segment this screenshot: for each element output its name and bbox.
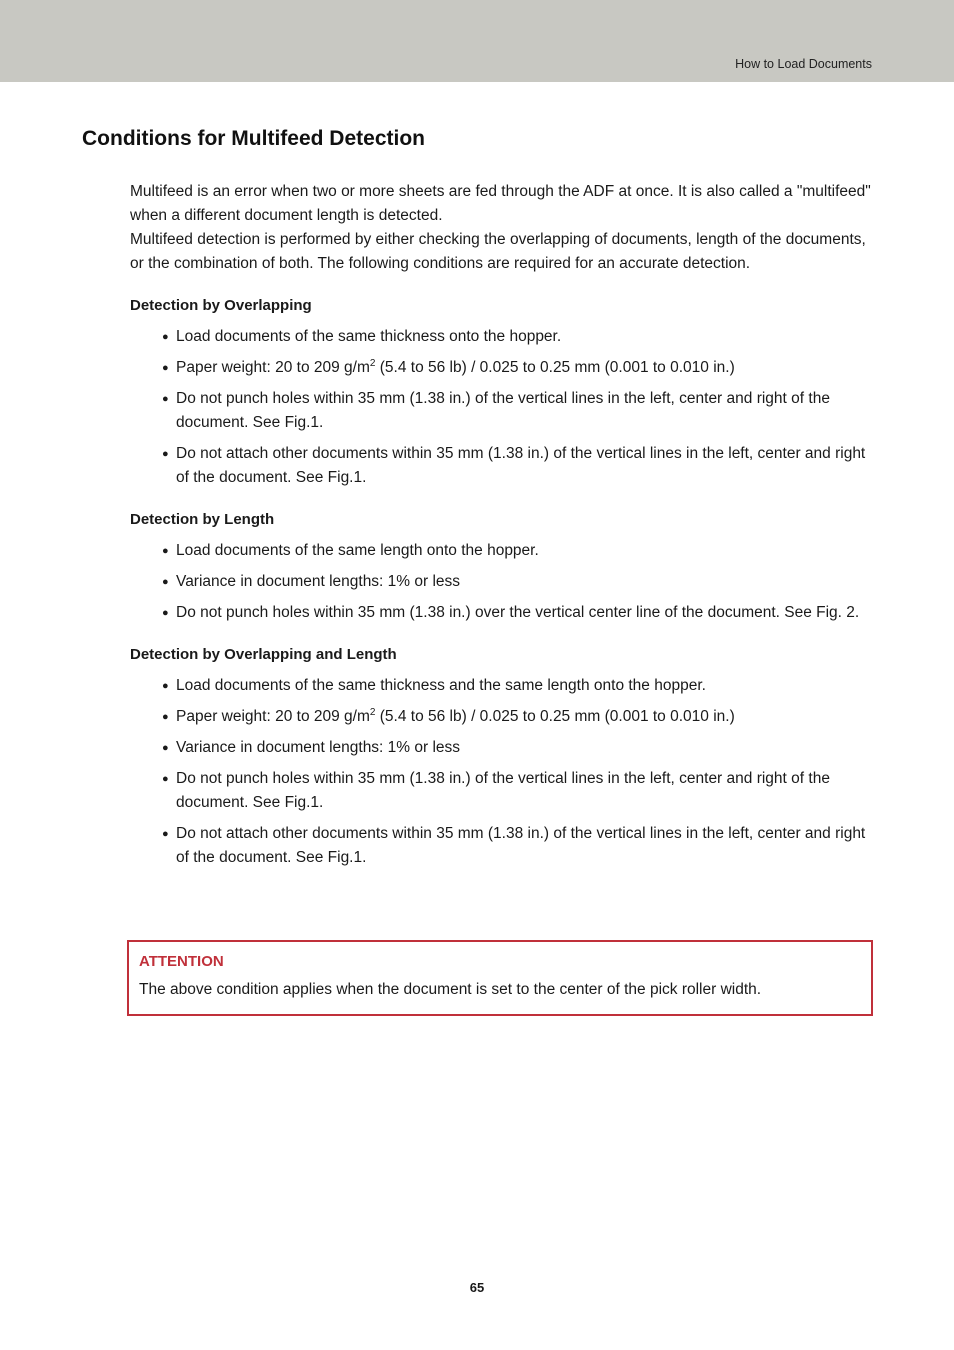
list-item — [130, 767, 875, 815]
list-item — [130, 674, 875, 698]
list-item-text: (5.4 to 56 lb) / 0.025 to 0.25 mm (0.001 to 0.010 in.) — [375, 708, 735, 725]
section-heading: Detection by Overlapping — [130, 297, 312, 314]
bullet-icon: ● — [162, 828, 169, 840]
list-item-text: (5.4 to 56 lb) / 0.025 to 0.25 mm (0.001 to 0.010 in.) — [375, 359, 735, 376]
intro — [130, 180, 875, 276]
superscript: 2 — [369, 358, 376, 369]
bullet-icon: ● — [162, 711, 169, 723]
list-item-text: Do not punch holes within 35 mm (1.38 in.) of the vertical lines in the left, center and right of the document. See Fig.1. — [176, 390, 830, 431]
page-title: Conditions for Multifeed Detection — [82, 127, 425, 150]
list-item-text: Variance in document lengths: 1% or less — [176, 739, 461, 756]
bullet-icon: ● — [162, 331, 169, 343]
bullet-icon: ● — [162, 680, 169, 692]
attention-title: ATTENTION — [139, 953, 224, 970]
sections — [130, 294, 875, 870]
list-item-text: Load documents of the same thickness and the same length onto the hopper. — [176, 677, 706, 694]
bullet-icon: ● — [162, 448, 169, 460]
list-item — [130, 822, 875, 870]
attention-text: The above condition applies when the document is set to the center of the pick roller width. — [139, 981, 762, 998]
list-item — [130, 442, 875, 490]
list-item — [130, 601, 875, 625]
bullet-icon: ● — [162, 742, 169, 754]
list-item — [130, 736, 875, 760]
superscript: 2 — [369, 707, 376, 718]
list-item-text: Load documents of the same length onto the hopper. — [176, 542, 539, 559]
intro-paragraph: Multifeed detection is performed by either checking the overlapping of documents, length of the documents, or the combination of both. The following conditions are required for an accurate detection. — [130, 231, 866, 272]
list-item-text: Do not punch holes within 35 mm (1.38 in.) over the vertical center line of the document. See Fig. 2. — [176, 604, 860, 621]
header-band — [0, 0, 954, 82]
bullet-list — [130, 539, 875, 625]
list-item — [130, 325, 875, 349]
list-item-text: Variance in document lengths: 1% or less — [176, 573, 461, 590]
bullet-icon: ● — [162, 773, 169, 785]
list-item-text: Paper weight: 20 to 209 g/m — [176, 708, 370, 725]
list-item-text: Do not attach other documents within 35 mm (1.38 in.) of the vertical lines in the left, center and right of the document. See Fig.1. — [176, 825, 866, 866]
page-number: 65 — [469, 1280, 485, 1295]
section-heading: Detection by Overlapping and Length — [130, 646, 397, 663]
bullet-icon: ● — [162, 545, 169, 557]
bullet-icon: ● — [162, 576, 169, 588]
bullet-icon: ● — [162, 607, 169, 619]
bullet-icon: ● — [162, 362, 169, 374]
list-item — [130, 356, 875, 380]
bullet-icon: ● — [162, 393, 169, 405]
intro-paragraph: Multifeed is an error when two or more sheets are fed through the ADF at once. It is also called a "multifeed" when a different document length is detected. — [130, 183, 871, 224]
list-item — [130, 705, 875, 729]
list-item-text: Load documents of the same thickness onto the hopper. — [176, 328, 562, 345]
list-item — [130, 539, 875, 563]
list-item — [130, 387, 875, 435]
bullet-list — [130, 325, 875, 490]
attention-box — [127, 940, 873, 1016]
main-content — [130, 180, 875, 877]
bullet-list — [130, 674, 875, 870]
section-heading: Detection by Length — [130, 511, 275, 528]
list-item-text: Do not punch holes within 35 mm (1.38 in.) of the vertical lines in the left, center and right of the document. See Fig.1. — [176, 770, 830, 811]
list-item — [130, 570, 875, 594]
list-item-text: Do not attach other documents within 35 mm (1.38 in.) of the vertical lines in the left, center and right of the document. See Fig.1. — [176, 445, 866, 486]
header-title: How to Load Documents — [735, 57, 872, 71]
list-item-text: Paper weight: 20 to 209 g/m — [176, 359, 370, 376]
